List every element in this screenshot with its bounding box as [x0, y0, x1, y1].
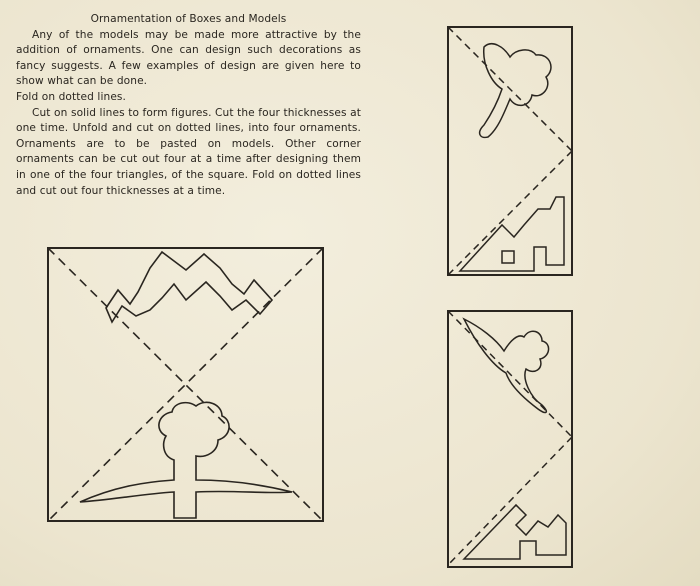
- step-pattern-cutout: [460, 197, 564, 271]
- fold-line-diagonal-1: [48, 248, 323, 521]
- flower-cutout: [480, 44, 551, 138]
- fold-line: [448, 437, 572, 565]
- square-pattern-diagram: [46, 246, 326, 524]
- fold-line: [448, 311, 572, 437]
- cutting-instructions-paragraph: Cut on solid lines to form figures. Cut the four thicknesses at one time. Unfold and cut on dotted lines, into four ornaments. Ornaments are to be pasted on models. Other corner ornaments can be cut out four at a time after designing them in one of the four triangles, of the square. Fold on dotted lines and cut out four thicknesses at a time.: [16, 106, 361, 197]
- tree-figure-cutout: [80, 402, 292, 518]
- zigzag-cutout: [106, 252, 272, 322]
- fold-line: [448, 151, 572, 275]
- fold-line: [448, 27, 572, 151]
- fold-note: Fold on dotted lines.: [16, 90, 127, 103]
- page-heading: Ornamentation of Boxes and Models: [90, 13, 287, 25]
- bird-flower-cutout: [464, 319, 549, 412]
- folded-triangle-diagram-2: [446, 309, 574, 569]
- strip-outline: [448, 27, 572, 275]
- folded-triangle-diagram-1: [446, 25, 574, 277]
- fold-line-diagonal-2: [48, 248, 323, 521]
- intro-paragraph: Any of the models may be made more attractive by the addition of ornaments. One can design such decorations as fancy suggests. A few examples of design are given here to show what can be done.: [16, 28, 361, 88]
- instruction-text: [16, 12, 361, 199]
- strip-outline: [448, 311, 572, 567]
- square-outline: [48, 248, 323, 521]
